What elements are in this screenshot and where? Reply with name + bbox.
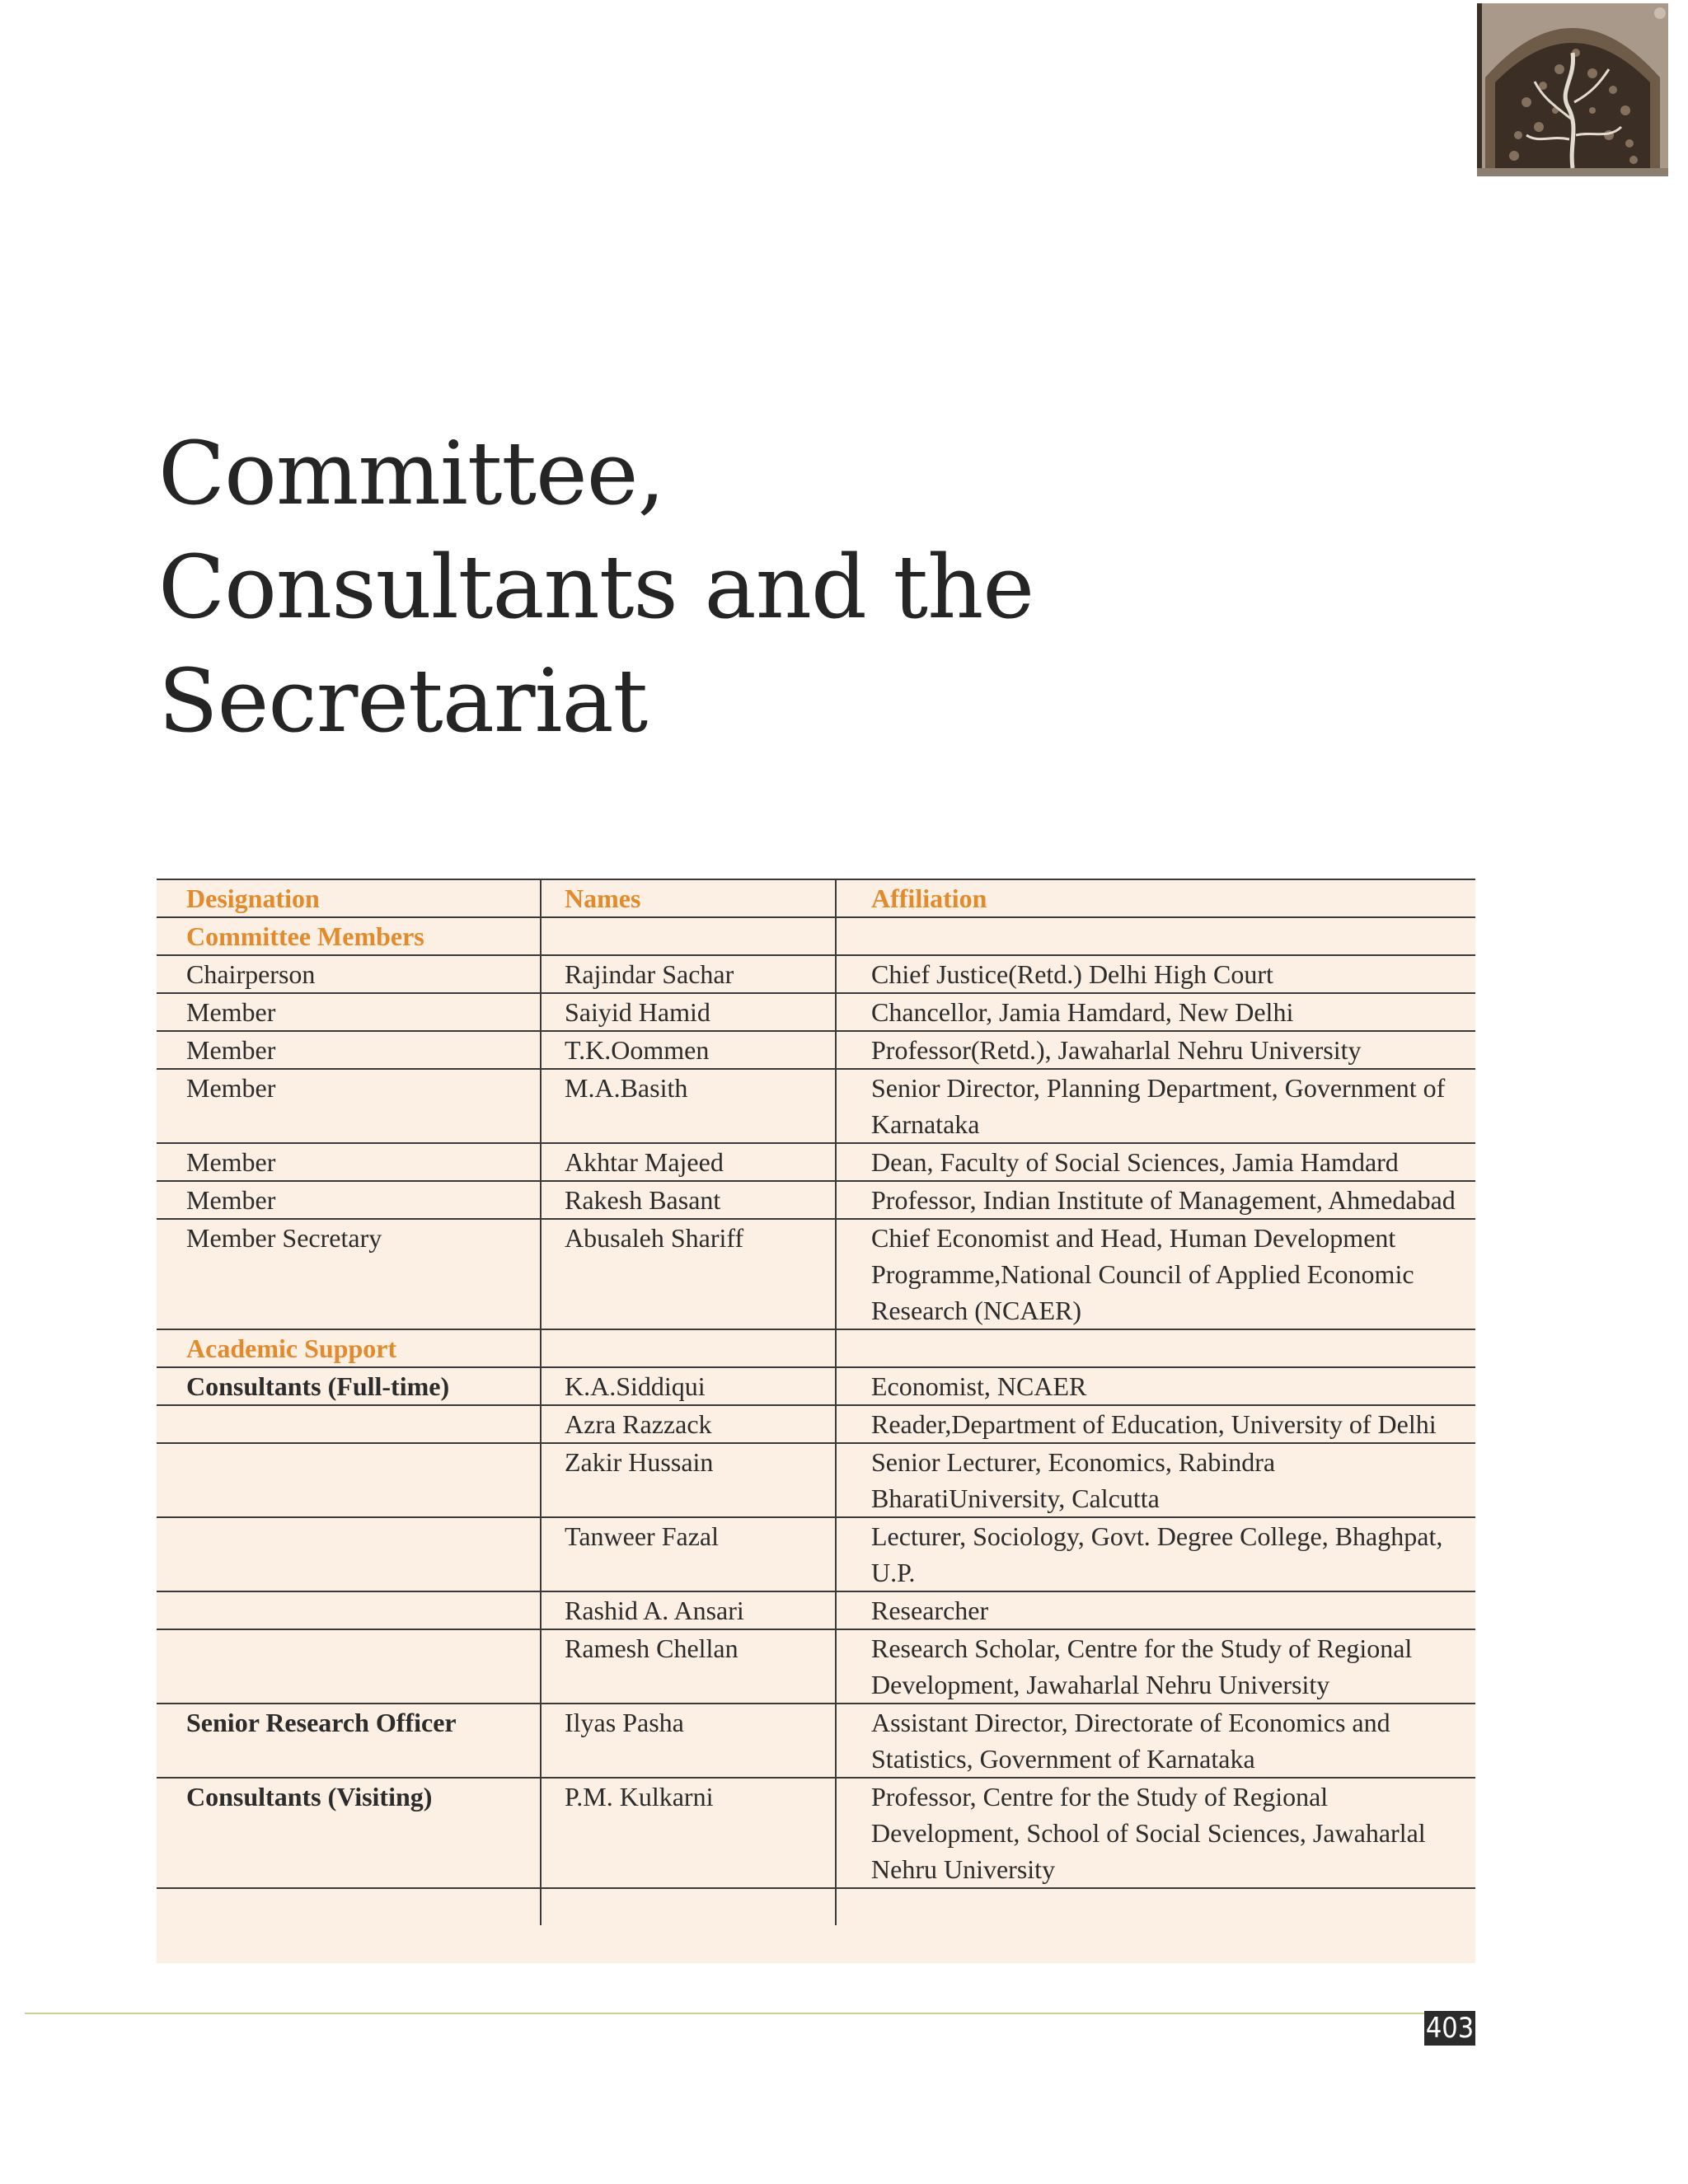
name-cell xyxy=(541,1329,836,1367)
affiliation-cell: Chief Economist and Head, Human Development Programme,National Council of Applied Economic Research (NCAER) xyxy=(836,1219,1475,1329)
affiliation-cell: Chancellor, Jamia Hamdard, New Delhi xyxy=(836,993,1475,1031)
committee-table-panel xyxy=(157,879,1475,1963)
name-cell xyxy=(541,917,836,955)
affiliation-cell: Chief Justice(Retd.) Delhi High Court xyxy=(836,955,1475,993)
designation-cell: Member Secretary xyxy=(157,1219,541,1329)
affiliation-cell: Senior Lecturer, Economics, Rabindra BharatiUniversity, Calcutta xyxy=(836,1443,1475,1517)
table-row xyxy=(157,1367,1475,1405)
name-cell: Abusaleh Shariff xyxy=(541,1219,836,1329)
table-row xyxy=(157,955,1475,993)
page-title xyxy=(158,417,1230,758)
affiliation-cell: Lecturer, Sociology, Govt. Degree College, Bhaghpat, U.P. xyxy=(836,1517,1475,1591)
name-cell: P.M. Kulkarni xyxy=(541,1778,836,1888)
table-row xyxy=(157,1143,1475,1181)
affiliation-cell: Researcher xyxy=(836,1591,1475,1629)
empty-cell xyxy=(157,1888,541,1925)
table-row xyxy=(157,1778,1475,1888)
designation-cell: Member xyxy=(157,1181,541,1219)
affiliation-cell: Economist, NCAER xyxy=(836,1367,1475,1405)
affiliation-cell xyxy=(836,1329,1475,1367)
name-cell: Ramesh Chellan xyxy=(541,1629,836,1704)
designation-cell: Member xyxy=(157,1143,541,1181)
affiliation-cell: Professor, Indian Institute of Management, Ahmedabad xyxy=(836,1181,1475,1219)
affiliation-cell: Professor, Centre for the Study of Regional Development, School of Social Sciences, Jawaharlal Nehru University xyxy=(836,1778,1475,1888)
footer-rule xyxy=(25,2013,1475,2014)
page-title-line: Committee, xyxy=(158,423,665,524)
affiliation-cell: Assistant Director, Directorate of Economics and Statistics, Government of Karnataka xyxy=(836,1704,1475,1778)
sidi-saiyyed-jali-image xyxy=(1477,3,1668,176)
designation-cell: Committee Members xyxy=(157,917,541,955)
empty-cell xyxy=(836,1888,1475,1925)
designation-cell xyxy=(157,1591,541,1629)
name-cell: K.A.Siddiqui xyxy=(541,1367,836,1405)
designation-cell: Consultants (Full-time) xyxy=(157,1367,541,1405)
name-cell: Rakesh Basant xyxy=(541,1181,836,1219)
table-row xyxy=(157,1181,1475,1219)
empty-cell xyxy=(541,1888,836,1925)
name-cell: Azra Razzack xyxy=(541,1405,836,1443)
name-cell: Rajindar Sachar xyxy=(541,955,836,993)
page-title-line: Secretariat xyxy=(158,650,648,752)
table-row xyxy=(157,1219,1475,1329)
table-row xyxy=(157,1591,1475,1629)
table-row xyxy=(157,1069,1475,1143)
designation-cell: Consultants (Visiting) xyxy=(157,1778,541,1888)
table-row xyxy=(157,1405,1475,1443)
affiliation-cell: Research Scholar, Centre for the Study of Regional Development, Jawaharlal Nehru University xyxy=(836,1629,1475,1704)
table-row xyxy=(157,1443,1475,1517)
designation-cell: Member xyxy=(157,993,541,1031)
table-row xyxy=(157,993,1475,1031)
name-cell: T.K.Oommen xyxy=(541,1031,836,1069)
page-title-line: Consultants and the xyxy=(158,537,1034,638)
name-cell: Tanweer Fazal xyxy=(541,1517,836,1591)
name-cell: Akhtar Majeed xyxy=(541,1143,836,1181)
designation-cell: Senior Research Officer xyxy=(157,1704,541,1778)
designation-cell xyxy=(157,1405,541,1443)
name-cell: Zakir Hussain xyxy=(541,1443,836,1517)
table-row xyxy=(157,1031,1475,1069)
affiliation-cell: Senior Director, Planning Department, Government of Karnataka xyxy=(836,1069,1475,1143)
header-names: Names xyxy=(541,879,836,917)
table-row xyxy=(157,1517,1475,1591)
committee-table xyxy=(157,879,1475,1925)
table-row xyxy=(157,1704,1475,1778)
affiliation-cell xyxy=(836,917,1475,955)
page-number: 403 xyxy=(1425,2012,1475,2045)
designation-cell xyxy=(157,1443,541,1517)
table-section-row xyxy=(157,917,1475,955)
header-affiliation: Affiliation xyxy=(836,879,1475,917)
name-cell: Saiyid Hamid xyxy=(541,993,836,1031)
affiliation-cell: Dean, Faculty of Social Sciences, Jamia Hamdard xyxy=(836,1143,1475,1181)
designation-cell xyxy=(157,1629,541,1704)
name-cell: Rashid A. Ansari xyxy=(541,1591,836,1629)
affiliation-cell: Professor(Retd.), Jawaharlal Nehru University xyxy=(836,1031,1475,1069)
designation-cell xyxy=(157,1517,541,1591)
designation-cell: Academic Support xyxy=(157,1329,541,1367)
designation-cell: Member xyxy=(157,1031,541,1069)
table-section-row xyxy=(157,1329,1475,1367)
name-cell: Ilyas Pasha xyxy=(541,1704,836,1778)
designation-cell: Member xyxy=(157,1069,541,1143)
header-designation: Designation xyxy=(157,879,541,917)
table-row xyxy=(157,1629,1475,1704)
name-cell: M.A.Basith xyxy=(541,1069,836,1143)
table-empty-row xyxy=(157,1888,1475,1925)
table-header-row xyxy=(157,879,1475,917)
affiliation-cell: Reader,Department of Education, University of Delhi xyxy=(836,1405,1475,1443)
designation-cell: Chairperson xyxy=(157,955,541,993)
